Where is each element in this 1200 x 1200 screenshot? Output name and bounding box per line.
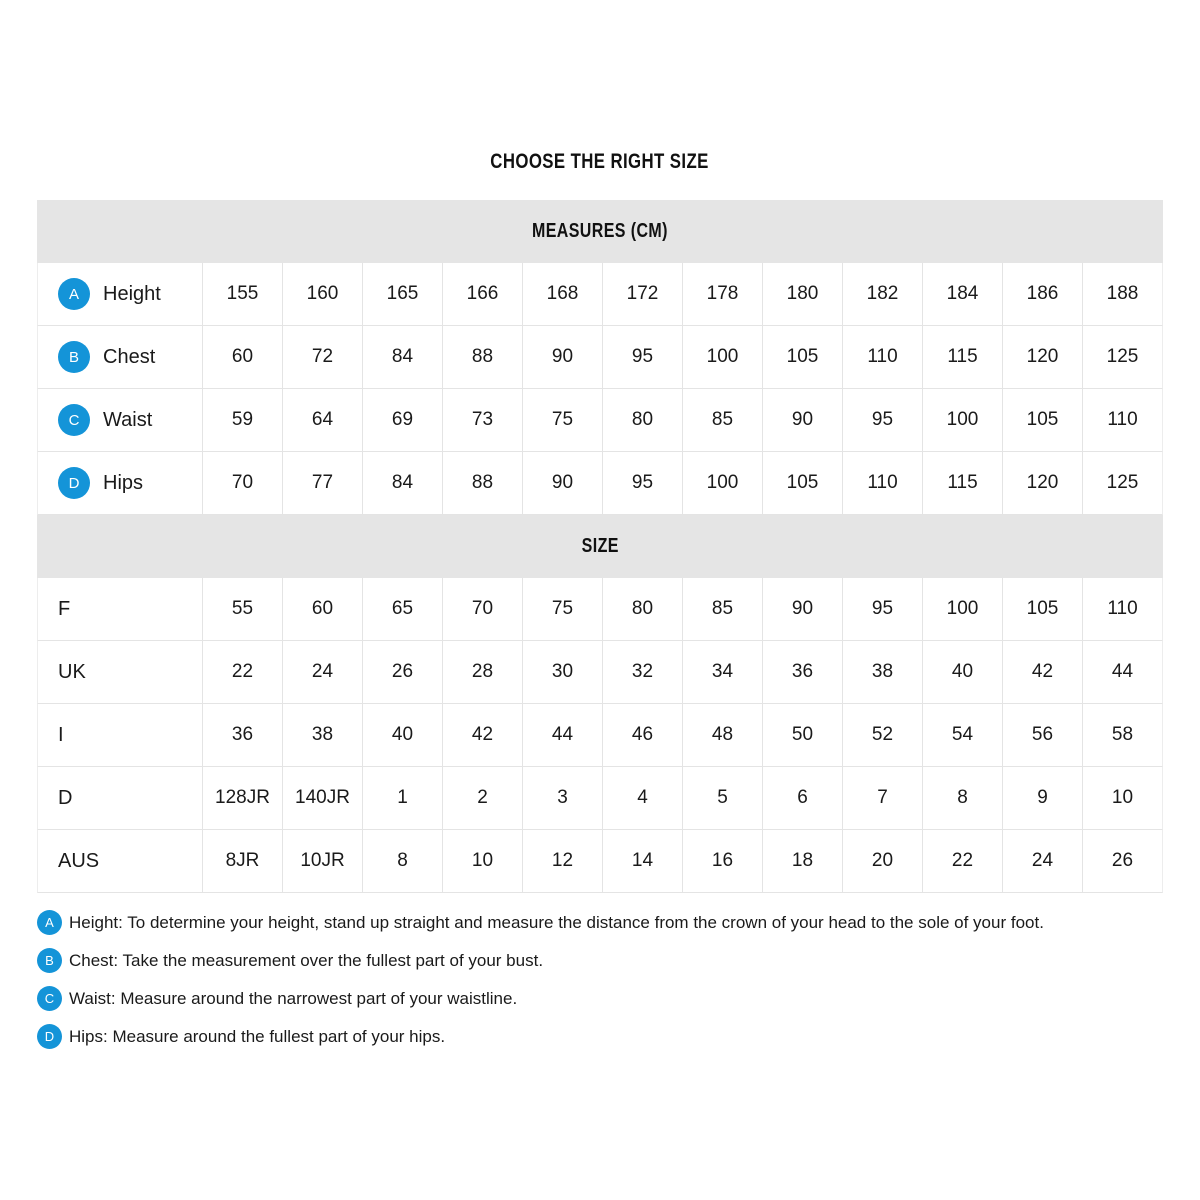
letter-d-badge: D xyxy=(37,1024,62,1049)
value-cell: 26 xyxy=(1111,850,1134,871)
value-cell: 36 xyxy=(763,641,843,703)
row-label-cell xyxy=(38,389,203,451)
row-label: Chest xyxy=(103,345,156,368)
row-label-cell xyxy=(38,263,203,325)
value-cell: 1 xyxy=(363,767,443,829)
letter-d-badge: D xyxy=(58,467,90,499)
value-cell: 115 xyxy=(923,326,1003,388)
value-cell: 110 xyxy=(1107,598,1138,619)
row-label: Hips xyxy=(103,471,144,494)
value-cell: 59 xyxy=(203,389,283,451)
value-cell: 64 xyxy=(283,389,363,451)
value-cell: 52 xyxy=(843,704,923,766)
value-cell: 48 xyxy=(683,704,763,766)
footnote-height xyxy=(37,910,1044,935)
value-cell: 128JR xyxy=(203,767,283,829)
row-label-cell xyxy=(38,830,203,892)
value-cell: 84 xyxy=(363,452,443,514)
size-section-header xyxy=(37,515,1163,578)
value-cell: 22 xyxy=(923,830,1003,892)
value-cell: 95 xyxy=(603,452,683,514)
value-cell: 72 xyxy=(283,326,363,388)
value-cell: 32 xyxy=(603,641,683,703)
value-cell: 140JR xyxy=(283,767,363,829)
row-label: AUS xyxy=(58,849,100,872)
size-header-text: SIZE xyxy=(581,535,619,557)
value-cell: 105 xyxy=(763,452,843,514)
value-cell: 178 xyxy=(683,263,763,325)
value-cell: 90 xyxy=(523,452,603,514)
value-cell: 8JR xyxy=(203,830,283,892)
value-cell: 28 xyxy=(443,641,523,703)
value-cell: 95 xyxy=(843,389,923,451)
value-cell: 105 xyxy=(763,326,843,388)
letter-a-badge: A xyxy=(37,910,62,935)
value-cell: 186 xyxy=(1003,263,1083,325)
value-cell: 14 xyxy=(603,830,683,892)
value-cell: 34 xyxy=(683,641,763,703)
value-cell: 75 xyxy=(523,389,603,451)
value-cell: 80 xyxy=(603,578,683,640)
value-cell: 155 xyxy=(203,263,283,325)
value-cell: 110 xyxy=(843,326,923,388)
letter-c-badge: C xyxy=(58,404,90,436)
value-cell: 2 xyxy=(443,767,523,829)
footnotes xyxy=(37,910,1044,1049)
value-cell: 42 xyxy=(1003,641,1083,703)
value-cell: 54 xyxy=(923,704,1003,766)
value-cell: 30 xyxy=(523,641,603,703)
value-cell: 8 xyxy=(363,830,443,892)
size-row-aus xyxy=(37,830,1163,893)
value-cell: 69 xyxy=(363,389,443,451)
value-cell: 88 xyxy=(443,326,523,388)
value-cell: 105 xyxy=(1003,389,1083,451)
row-label: F xyxy=(58,597,71,620)
value-cell: 4 xyxy=(603,767,683,829)
value-cell: 188 xyxy=(1106,283,1139,304)
value-cell: 44 xyxy=(1111,661,1134,682)
value-cell: 5 xyxy=(683,767,763,829)
value-cell: 120 xyxy=(1003,326,1083,388)
value-cell: 75 xyxy=(523,578,603,640)
size-row-i xyxy=(37,704,1163,767)
value-cell: 120 xyxy=(1003,452,1083,514)
row-label-cell xyxy=(38,578,203,640)
value-cell: 10 xyxy=(443,830,523,892)
value-cell: 88 xyxy=(443,452,523,514)
size-table xyxy=(37,200,1163,893)
measure-row-chest xyxy=(37,326,1163,389)
value-cell: 44 xyxy=(523,704,603,766)
value-cell: 172 xyxy=(603,263,683,325)
letter-c-badge: C xyxy=(37,986,62,1011)
footnote-text: Waist: Measure around the narrowest part of your waistline. xyxy=(69,988,518,1008)
value-cell: 36 xyxy=(203,704,283,766)
value-cell: 46 xyxy=(603,704,683,766)
measure-row-hips xyxy=(37,452,1163,515)
value-cell: 90 xyxy=(763,389,843,451)
value-cell: 60 xyxy=(203,326,283,388)
value-cell: 38 xyxy=(283,704,363,766)
value-cell: 184 xyxy=(923,263,1003,325)
value-cell: 77 xyxy=(283,452,363,514)
row-label-cell xyxy=(38,326,203,388)
value-cell: 100 xyxy=(683,452,763,514)
value-cell: 10JR xyxy=(283,830,363,892)
value-cell: 6 xyxy=(763,767,843,829)
value-cell: 95 xyxy=(603,326,683,388)
page-title xyxy=(0,150,1200,174)
value-cell: 10 xyxy=(1111,787,1134,808)
footnote-chest xyxy=(37,948,1044,973)
letter-b-badge: B xyxy=(37,948,62,973)
value-cell: 125 xyxy=(1106,472,1139,493)
value-cell: 105 xyxy=(1003,578,1083,640)
value-cell: 3 xyxy=(523,767,603,829)
value-cell: 168 xyxy=(523,263,603,325)
value-cell: 100 xyxy=(683,326,763,388)
value-cell: 56 xyxy=(1003,704,1083,766)
value-cell: 70 xyxy=(443,578,523,640)
value-cell: 110 xyxy=(1107,409,1138,430)
measures-header-text: MEASURES (CM) xyxy=(532,220,668,242)
footnote-text: Chest: Take the measurement over the fullest part of your bust. xyxy=(69,950,544,970)
letter-b-badge: B xyxy=(58,341,90,373)
value-cell: 100 xyxy=(923,578,1003,640)
size-row-uk xyxy=(37,641,1163,704)
value-cell: 58 xyxy=(1111,724,1134,745)
value-cell: 90 xyxy=(763,578,843,640)
row-label: Waist xyxy=(103,408,153,431)
value-cell: 38 xyxy=(843,641,923,703)
value-cell: 90 xyxy=(523,326,603,388)
row-label-cell xyxy=(38,767,203,829)
value-cell: 85 xyxy=(683,389,763,451)
measures-section-header xyxy=(37,200,1163,263)
value-cell: 110 xyxy=(843,452,923,514)
value-cell: 160 xyxy=(283,263,363,325)
value-cell: 50 xyxy=(763,704,843,766)
row-label: D xyxy=(58,786,73,809)
row-label-cell xyxy=(38,704,203,766)
value-cell: 95 xyxy=(843,578,923,640)
value-cell: 8 xyxy=(923,767,1003,829)
value-cell: 65 xyxy=(363,578,443,640)
value-cell: 182 xyxy=(843,263,923,325)
value-cell: 7 xyxy=(843,767,923,829)
value-cell: 16 xyxy=(683,830,763,892)
value-cell: 42 xyxy=(443,704,523,766)
value-cell: 115 xyxy=(923,452,1003,514)
size-row-f xyxy=(37,578,1163,641)
page-title-text: CHOOSE THE RIGHT SIZE xyxy=(490,150,710,173)
row-label: Height xyxy=(103,282,161,305)
value-cell: 80 xyxy=(603,389,683,451)
value-cell: 22 xyxy=(203,641,283,703)
value-cell: 73 xyxy=(443,389,523,451)
row-label: UK xyxy=(58,660,86,683)
row-label-cell xyxy=(38,452,203,514)
footnote-text: Height: To determine your height, stand up straight and measure the distance from the crown of your head to the sole of your foot. xyxy=(69,912,1044,932)
measure-row-height xyxy=(37,263,1163,326)
row-label: I xyxy=(58,723,64,746)
value-cell: 70 xyxy=(203,452,283,514)
measure-row-waist xyxy=(37,389,1163,452)
footnote-waist xyxy=(37,986,1044,1011)
value-cell: 84 xyxy=(363,326,443,388)
row-label-cell xyxy=(38,641,203,703)
value-cell: 24 xyxy=(283,641,363,703)
value-cell: 40 xyxy=(923,641,1003,703)
value-cell: 55 xyxy=(203,578,283,640)
value-cell: 166 xyxy=(443,263,523,325)
value-cell: 165 xyxy=(363,263,443,325)
value-cell: 100 xyxy=(923,389,1003,451)
value-cell: 40 xyxy=(363,704,443,766)
value-cell: 24 xyxy=(1003,830,1083,892)
value-cell: 60 xyxy=(283,578,363,640)
footnote-text: Hips: Measure around the fullest part of your hips. xyxy=(69,1026,446,1046)
value-cell: 85 xyxy=(683,578,763,640)
value-cell: 12 xyxy=(523,830,603,892)
letter-a-badge: A xyxy=(58,278,90,310)
value-cell: 20 xyxy=(843,830,923,892)
size-row-d xyxy=(37,767,1163,830)
value-cell: 125 xyxy=(1106,346,1139,367)
value-cell: 9 xyxy=(1003,767,1083,829)
value-cell: 26 xyxy=(363,641,443,703)
footnote-hips xyxy=(37,1024,1044,1049)
value-cell: 18 xyxy=(763,830,843,892)
value-cell: 180 xyxy=(763,263,843,325)
